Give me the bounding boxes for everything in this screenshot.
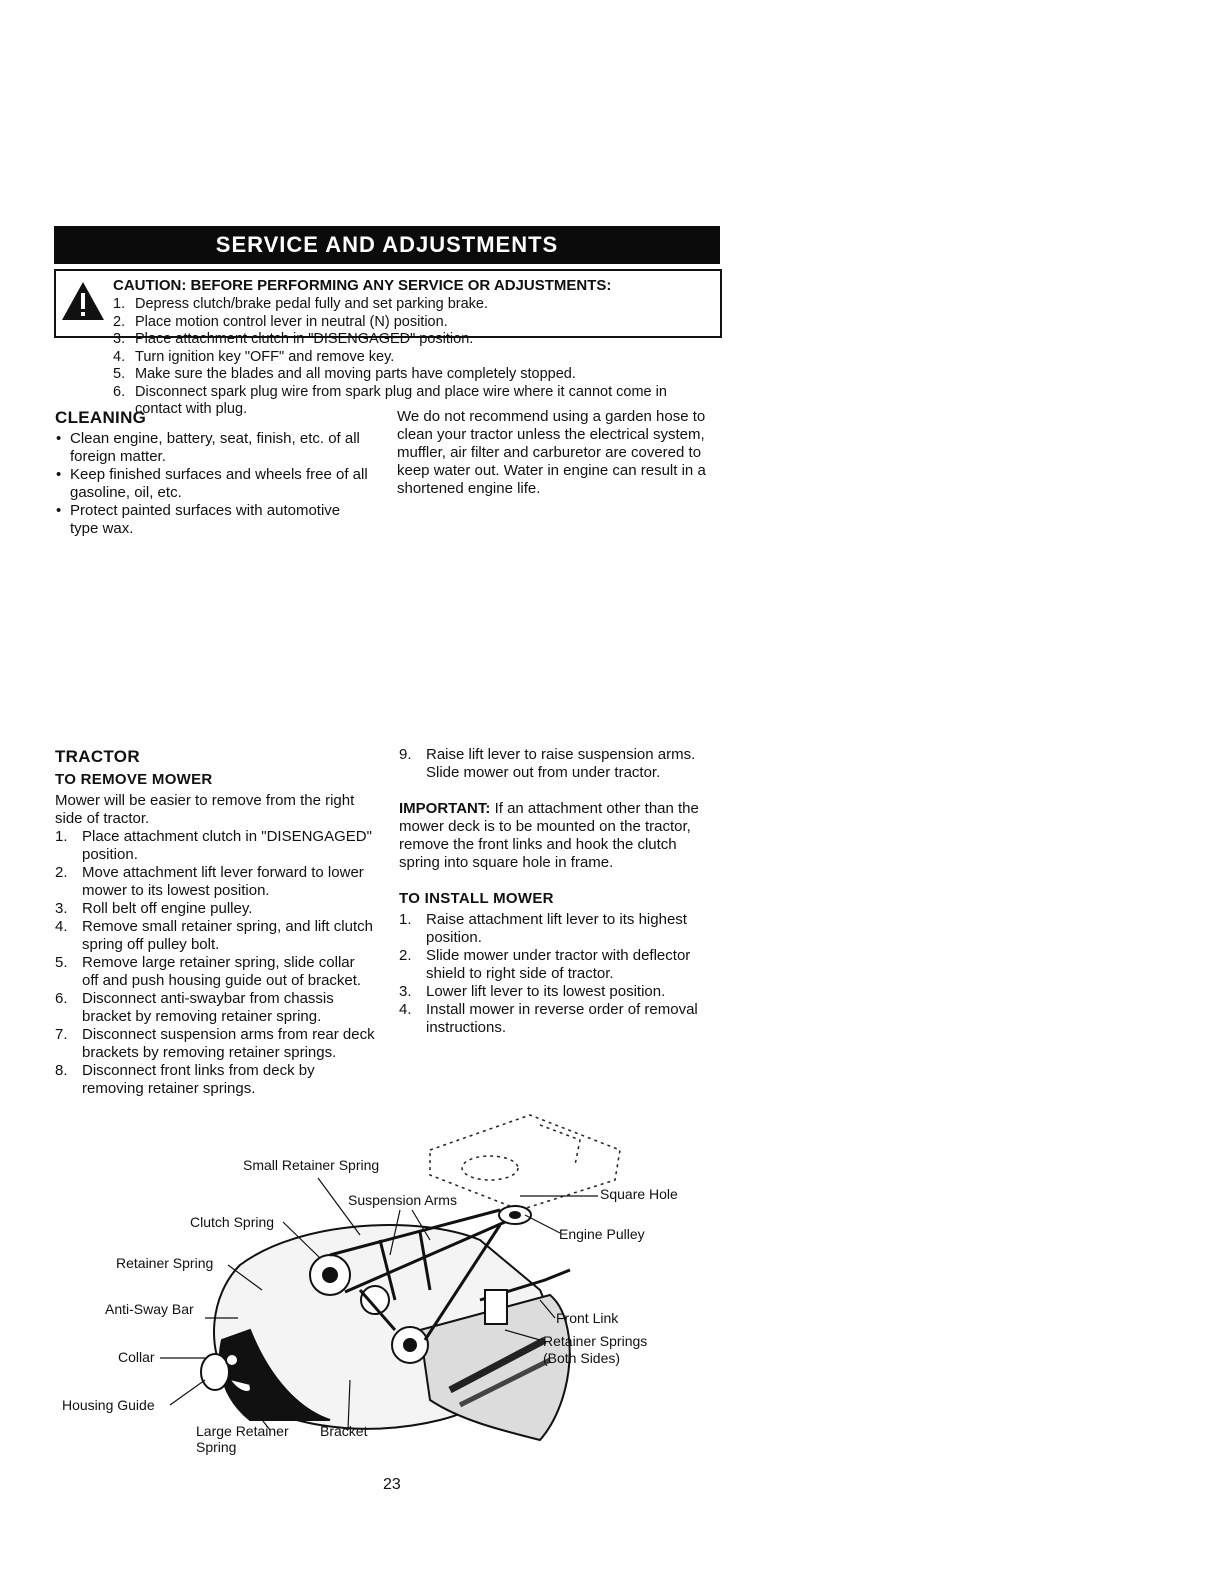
remove-intro: Mower will be easier to remove from the right side of tractor. bbox=[55, 792, 355, 827]
list-item: 6. Disconnect spark plug wire from spark plug and place wire where it cannot come in contact with plug. bbox=[113, 383, 667, 417]
list-item: 3. Place attachment clutch in "DISENGAGED" position. bbox=[113, 331, 474, 347]
label-retainer-spring: Retainer Spring bbox=[116, 1255, 214, 1271]
list-item: 2. Move attachment lift lever forward to lower mower to its lowest position. bbox=[55, 864, 364, 899]
label-housing-guide: Housing Guide bbox=[62, 1397, 155, 1413]
label-bracket: Bracket bbox=[320, 1423, 368, 1439]
list-item: 2. Slide mower under tractor with deflector shield to right side of tractor. bbox=[399, 947, 691, 982]
mower-deck-diagram bbox=[0, 1100, 1220, 1480]
label-both-sides: (Both Sides) bbox=[543, 1350, 621, 1366]
label-front-link: Front Link bbox=[556, 1310, 619, 1326]
list-item: • Clean engine, battery, seat, finish, etc. of all foreign matter. bbox=[52, 430, 372, 466]
list-item: 1. Raise attachment lift lever to its highest position. bbox=[399, 911, 687, 946]
list-item: • Keep finished surfaces and wheels free of all gasoline, oil, etc. bbox=[52, 466, 372, 502]
label-engine-pulley: Engine Pulley bbox=[559, 1226, 645, 1242]
label-spring: Spring bbox=[196, 1439, 237, 1455]
label-suspension-arms: Suspension Arms bbox=[348, 1192, 457, 1208]
list-item: 6. Disconnect anti-swaybar from chassis bracket by removing retainer spring. bbox=[55, 990, 334, 1025]
remove-mower-heading: TO REMOVE MOWER bbox=[55, 771, 213, 788]
list-item: 4. Turn ignition key "OFF" and remove key. bbox=[113, 348, 395, 365]
caution-heading: CAUTION: BEFORE PERFORMING ANY SERVICE OR ADJUSTMENTS: bbox=[113, 277, 612, 294]
remove-steps-continued bbox=[399, 746, 721, 782]
label-retainer-springs: Retainer Springs bbox=[543, 1333, 648, 1349]
remove-steps bbox=[55, 828, 375, 1098]
list-item: 4. Remove small retainer spring, and lift clutch spring off pulley bolt. bbox=[55, 918, 373, 953]
list-item: 2. Place motion control lever in neutral (N) position. bbox=[113, 313, 448, 330]
list-item: 1. Depress clutch/brake pedal fully and set parking brake. bbox=[113, 296, 489, 312]
list-item: 1. Place attachment clutch in "DISENGAGED" position. bbox=[55, 828, 372, 863]
important-text: If an attachment other than the mower deck is to be mounted on the tractor, remove the front links and hook the clutch spring into square hole in frame. bbox=[399, 800, 699, 871]
list-item: • Protect painted surfaces with automotive type wax. bbox=[52, 502, 372, 538]
label-small-retainer-spring: Small Retainer Spring bbox=[243, 1157, 380, 1173]
label-large-retainer: Large Retainer bbox=[196, 1423, 289, 1439]
list-item: 5. Remove large retainer spring, slide collar off and push housing guide out of bracket. bbox=[55, 954, 362, 989]
label-anti-sway-bar: Anti-Sway Bar bbox=[105, 1301, 194, 1317]
list-item: 5. Make sure the blades and all moving parts have completely stopped. bbox=[113, 366, 576, 382]
important-label: IMPORTANT: bbox=[399, 800, 491, 817]
list-item: 4. Install mower in reverse order of removal instructions. bbox=[399, 1001, 698, 1036]
tractor-heading: TRACTOR bbox=[55, 747, 140, 766]
warning-triangle-icon bbox=[60, 280, 106, 322]
label-square-hole: Square Hole bbox=[600, 1186, 678, 1202]
section-banner: SERVICE AND ADJUSTMENTS bbox=[54, 226, 720, 264]
important-note bbox=[399, 800, 721, 872]
install-mower-heading: TO INSTALL MOWER bbox=[399, 890, 554, 907]
cleaning-bullets bbox=[52, 430, 372, 538]
mower-deck-body bbox=[214, 1225, 570, 1440]
list-item: 7. Disconnect suspension arms from rear deck brackets by removing retainer springs. bbox=[55, 1026, 375, 1061]
install-steps bbox=[399, 911, 721, 1037]
cleaning-heading: CLEANING bbox=[55, 408, 147, 427]
list-item: 9. Raise lift lever to raise suspension arms. Slide mower out from under tractor. bbox=[399, 746, 696, 781]
list-item: 3. Lower lift lever to its lowest position. bbox=[399, 983, 666, 1000]
cleaning-note: We do not recommend using a garden hose to clean your tractor unless the electrical system, muffler, air filter and carburetor are covered to keep water out. Water in engine can result in a shortened engine life. bbox=[397, 408, 706, 497]
label-collar: Collar bbox=[118, 1349, 155, 1365]
page-number: 23 bbox=[383, 1476, 401, 1493]
label-clutch-spring: Clutch Spring bbox=[190, 1214, 275, 1230]
caution-steps bbox=[113, 296, 713, 419]
list-item: 3. Roll belt off engine pulley. bbox=[55, 900, 253, 917]
list-item: 8. Disconnect front links from deck by removing retainer springs. bbox=[55, 1062, 315, 1097]
